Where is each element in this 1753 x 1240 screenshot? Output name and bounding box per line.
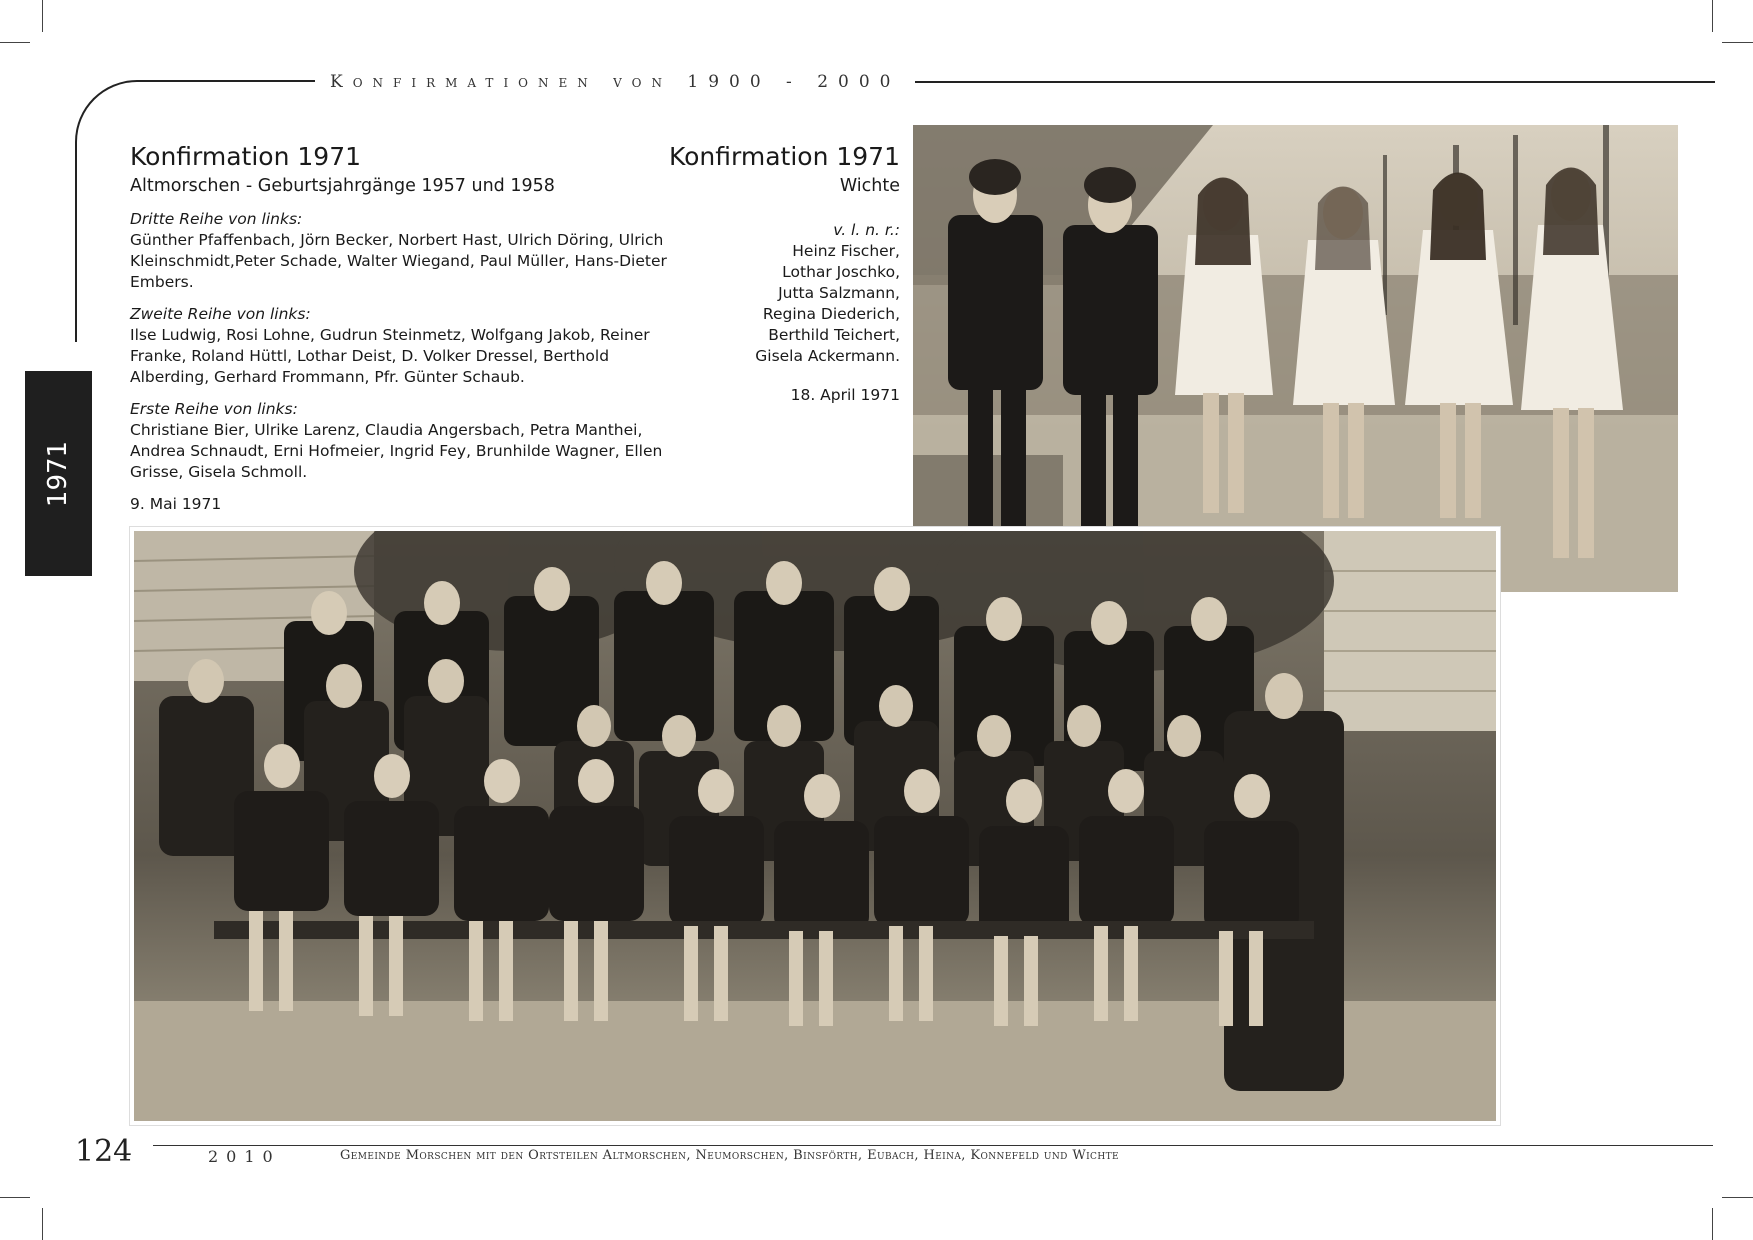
crop-mark (42, 0, 43, 32)
crop-mark (1722, 1197, 1753, 1198)
footer-year: 2010 (208, 1147, 281, 1166)
altmorschen-group-photo (130, 527, 1500, 1125)
left-article (130, 140, 670, 515)
left-article-subtitle: Altmorschen - Geburtsjahrgänge 1957 und 1958 (130, 176, 555, 196)
name-line: Heinz Fischer, (792, 242, 900, 260)
crop-mark (1712, 0, 1713, 32)
row-label: Erste Reihe von links: (130, 400, 298, 418)
footer-publication: Gemeinde Morschen mit den Ortsteilen Altmorschen, Neumorschen, Binsförth, Eubach, Heina, Konnefeld und Wichte (340, 1148, 1119, 1163)
name-line: Gisela Ackermann. (755, 347, 900, 365)
name-line: Berthild Teichert, (768, 326, 900, 344)
row-label: Zweite Reihe von links: (130, 305, 311, 323)
name-line: Regina Diederich, (762, 305, 900, 323)
running-title: Konfirmationen von 1900 - 2000 (330, 72, 901, 92)
footer-rule (153, 1145, 1713, 1146)
row-names: Ilse Ludwig, Rosi Lohne, Gudrun Steinmetz, Wolfgang Jakob, Reiner Franke, Roland Hüttl, Lothar Deist, D. Volker Dressel, Berthold Alberding, Gerhard Frommann, Pfr. Günter Schaub. (130, 326, 650, 386)
wichte-group-photo (913, 125, 1678, 592)
crop-mark (0, 1197, 30, 1198)
right-article-subtitle: Wichte (839, 176, 900, 196)
left-article-date: 9. Mai 1971 (130, 495, 222, 513)
name-line: Jutta Salzmann, (778, 284, 900, 302)
crop-mark (42, 1208, 43, 1240)
row-label: Dritte Reihe von links: (130, 210, 303, 228)
year-tab-label: 1971 (43, 440, 74, 507)
left-article-title: Konfirmation 1971 (130, 142, 362, 171)
names-label: v. l. n. r.: (833, 221, 900, 239)
crop-mark (1722, 42, 1753, 43)
row-names: Christiane Bier, Ulrike Larenz, Claudia Angersbach, Petra Manthei, Andrea Schnaudt, Erni Hofmeier, Ingrid Fey, Brunhilde Wagner, Ellen Grisse, Gisela Schmoll. (130, 421, 663, 481)
right-article-title: Konfirmation 1971 (668, 142, 900, 171)
right-article (640, 140, 900, 406)
name-line: Lothar Joschko, (782, 263, 900, 281)
right-article-date: 18. April 1971 (790, 386, 900, 404)
page-number: 124 (75, 1134, 133, 1169)
right-article-names (640, 241, 900, 367)
header-rule (915, 81, 1715, 83)
year-tab (25, 371, 92, 576)
row-names: Günther Pfaffenbach, Jörn Becker, Norbert Hast, Ulrich Döring, Ulrich Kleinschmidt,Peter Schade, Walter Wiegand, Paul Müller, Hans-Dieter Embers. (130, 231, 667, 291)
crop-mark (0, 42, 30, 43)
crop-mark (1712, 1208, 1713, 1240)
